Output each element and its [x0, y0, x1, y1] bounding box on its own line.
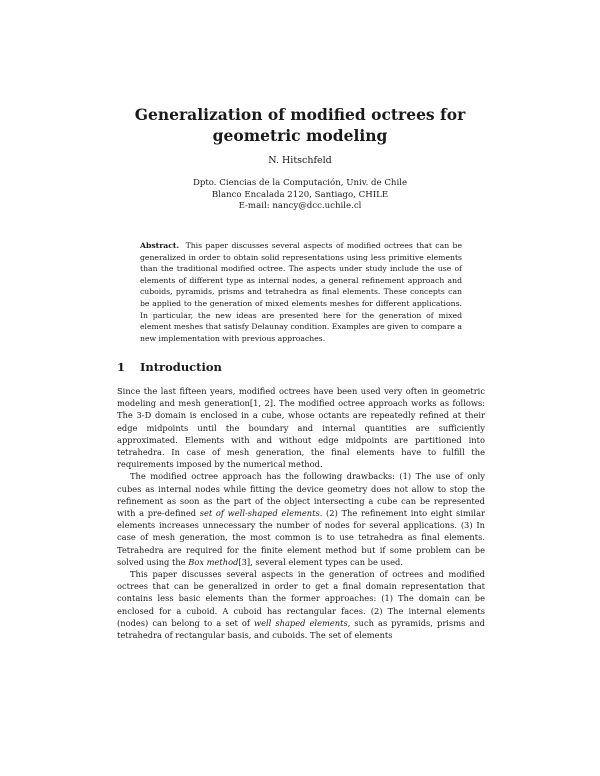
paragraph-2-emphasis-a: set of well-shaped elements [199, 508, 320, 519]
paragraph-3-text-a: This paper discusses several aspects in the generation of octrees and modified octrees that can be generalized in order to get a final domain representation that contains less basic elements than the former approaches: (1) The domain can be enclosed for a cuboid. A cuboid has rectangular faces. (2) The internal elements (nodes) can belong to a set of [117, 569, 485, 628]
section-heading [117, 360, 222, 374]
abstract-text: This paper discusses several aspects of modified octrees that can be generalized in order to obtain solid representations using less primitive elements than the traditional modified octree. The aspects under study include the use of elements of different type as internal nodes, a general refinement approach and cuboids, pyramids, prisms and tetrahedra as final elements. These concepts can be applied to the generation of mixed elements meshes for different applications. In particular, the new ideas are presented here for the generation of mixed element meshes that satisfy Delaunay condition. Examples are given to compare a new implementation with previous approaches. [140, 241, 462, 343]
affiliation-line-1: Dpto. Ciencias de la Computación, Univ. de Chile [192, 178, 408, 188]
paragraph-2-text-c: [3], several element types can be used. [238, 556, 403, 567]
paper-title: Generalization of modified octrees for geometric modeling [134, 105, 466, 145]
paragraph-2-text-a: The modified octree approach has the following drawbacks: (1) The use of only cubes as internal nodes while fitting the device geometry does not allow to stop the refinement as soon as the part of the object intersecting a cube can be represented with a pre-defined [117, 471, 485, 519]
paragraph-2-emphasis-b: Box method [188, 556, 239, 567]
section-number: 1 [117, 360, 126, 374]
author-name: N. Hitschfeld [268, 155, 332, 166]
paragraph-3 [117, 568, 485, 641]
affiliation-email: E-mail: nancy@dcc.uchile.cl [238, 201, 362, 211]
affiliation-line-2: Blanco Encalada 2120, Santiago, CHILE [211, 189, 389, 200]
section-title: Introduction [140, 360, 222, 374]
paragraph-2 [117, 470, 485, 568]
paragraph-1: Since the last fifteen years, modified octrees have been used very often in geometric modeling and mesh generation[1, 2]. The modified octree approach works as follows: The 3-D domain is enclosed in a cube, whose octants are repeatedly refined at their edge midpoints until the boundary and internal quantities are sufficiently approximated. Elements with and without edge midpoints are partitioned into tetrahedra. In case of mesh generation, the final elements have to fulfill the requirements imposed by the numerical method. [117, 386, 485, 470]
paragraph-2-text-b: . (2) The refinement into eight similar elements increases unnecessary the number of nodes for several applications. (3) In case of mesh generation, the most common is to use tetrahedra as final elements. Tetrahedra are required for the finite element method but if some problem can be solved using the [117, 508, 485, 567]
author-affiliation [0, 178, 600, 213]
abstract [140, 240, 462, 344]
body-text [117, 385, 485, 641]
abstract-heading: Abstract. [140, 241, 180, 250]
paragraph-3-emphasis: well shaped elements [254, 617, 348, 628]
paragraph-3-text-b: , such as pyramids, prisms and tetrahedra of rectangular basis, and cuboids. The set of elements [117, 617, 485, 641]
